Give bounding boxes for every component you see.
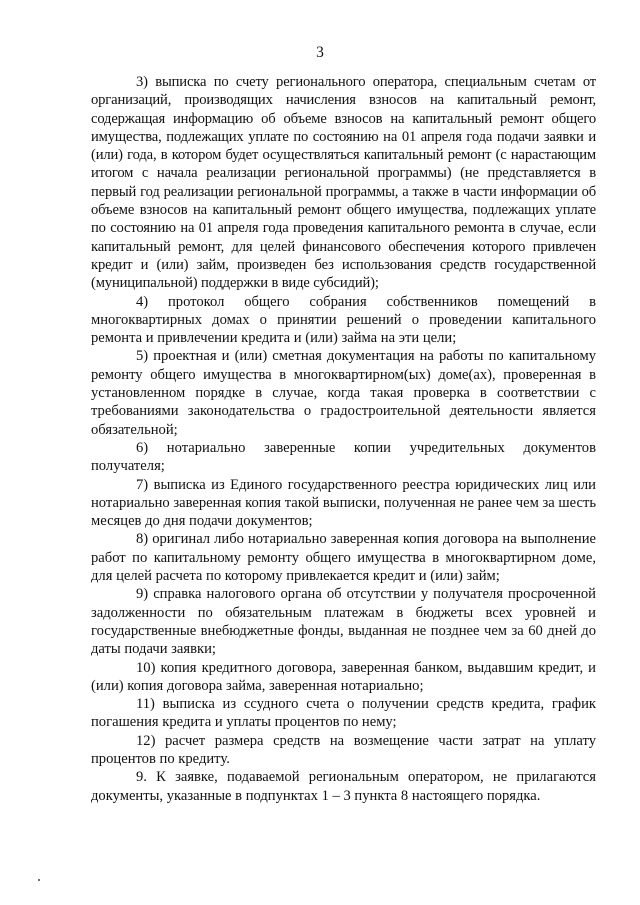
paragraph-item-10: 10) копия кредитного договора, заверенная банком, выдавшим кредит, и (или) копия договора займа, заверенная нотариально;	[91, 659, 596, 694]
paragraph-clause-9: 9. К заявке, подаваемой региональным оператором, не прилагаются документы, указанные в подпунктах 1 – 3 пункта 8 настоящего порядка.	[91, 769, 596, 804]
paragraph-item-8: 8) оригинал либо нотариально заверенная копия договора на выполнение работ по капитальному ремонту общего имущества в многоквартирном доме, для целей расчета по которому привлекается кредит и (или) займ;	[91, 531, 596, 585]
paragraph-item-4: 4) протокол общего собрания собственников помещений в многоквартирных домах о принятии решений о проведении капитального ремонта и привлечении кредита и (или) займа на эти цели;	[91, 293, 596, 347]
document-body	[91, 73, 596, 805]
page-number: 3	[316, 44, 324, 61]
paragraph-item-3: 3) выписка по счету регионального оператора, специальным счетам от организаций, производящих начисления взносов на капитальный ремонт, содержащая информацию об объеме взносов на капитальный ремонт общего имущества, подлежащих уплате по состоянию на 01 апреля года подачи заявки и (или) года, в котором будет осуществляться капитальный ремонт (с нарастающим итогом с начала реализации региональной программы) (не представляется в первый год реализации региональной программы, а также в части информации об объеме взносов на капитальный ремонт общего имущества, подлежащих уплате по состоянию на 01 апреля года проведения капитального ремонта в случае, если капитальный ремонт, для целей финансового обеспечения которого привлечен кредит и (или) займ, произведен без использования средств государственной (муниципальной) поддержки в виде субсидий);	[91, 74, 596, 292]
paragraph-item-11: 11) выписка из ссудного счета о получении средств кредита, график погашения кредита и уплаты процентов по нему;	[91, 696, 596, 731]
paragraph-item-5: 5) проектная и (или) сметная документация на работы по капитальному ремонту общего имущества в многоквартирном(ых) доме(ах), проверенная в установленном порядке в случае, когда такая проверка в соответствии с требованиями законодательства о градостроительной деятельности является обязательной;	[91, 348, 596, 438]
paragraph-item-9: 9) справка налогового органа об отсутствии у получателя просроченной задолженности по обязательным платежам в бюджеты всех уровней и государственные внебюджетные фонды, выданная не позднее чем за 60 дней до даты подачи заявки;	[91, 586, 596, 658]
scan-speck	[38, 879, 40, 881]
paragraph-item-6: 6) нотариально заверенные копии учредительных документов получателя;	[91, 439, 596, 475]
paragraph-item-7: 7) выписка из Единого государственного реестра юридических лиц или нотариально заверенная копия такой выписки, полученная не ранее чем за шесть месяцев до дня подачи документов;	[91, 476, 596, 530]
paragraph-item-12: 12) расчет размера средств на возмещение части затрат на уплату процентов по кредиту.	[91, 732, 596, 767]
